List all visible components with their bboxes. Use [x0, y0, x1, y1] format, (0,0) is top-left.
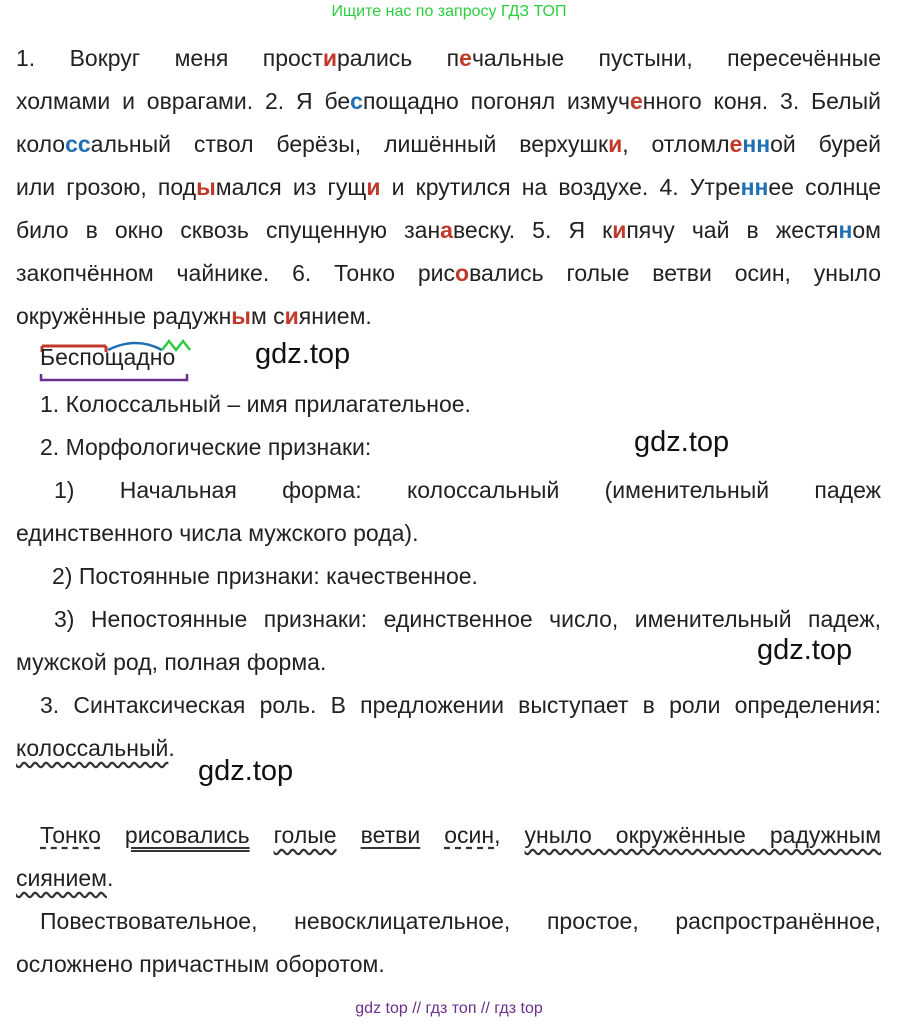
morph-point-3: 3. Синтаксическая роль. В предложении выступает в роли определения:: [40, 692, 881, 718]
morph-point-2-1-cont: единственного числа мужского рода).: [16, 520, 419, 546]
sentence-summary-cont: осложнено причастным оборотом.: [16, 951, 385, 977]
morph-point-2-3: 3) Непостоянные признаки: единственное число, именительный падеж,: [54, 606, 881, 632]
footer-links: gdz top // гдз топ // гдз top: [355, 1000, 543, 1017]
sentence-parse: [16, 814, 881, 986]
syntax-role-word: колоссальный: [16, 735, 169, 761]
text-line: холмами и оврагами. 2. Я беспощадно погонял измученного коня. 3. Белый: [16, 88, 881, 114]
analyzed-word: Беспощадно: [40, 344, 176, 370]
text-line: окружённые радужным сиянием.: [16, 303, 372, 329]
watermark: gdz.top: [634, 426, 730, 458]
parsed-sentence-cont: сиянием.: [16, 865, 114, 891]
morph-point-2-2: 2) Постоянные признаки: качественное.: [52, 563, 478, 589]
text-line: колоссальный ствол берёзы, лишённый верхушки, отломленной бурей: [16, 131, 881, 157]
text-line: било в окно сквозь спущенную занавеску. 5. Я кипячу чай в жестяном: [16, 217, 881, 243]
morph-analysis: [16, 383, 881, 770]
parsed-sentence: Тонко рисовались голые ветви осин, уныло окружённые радужным: [40, 822, 882, 848]
text-line: 1. Вокруг меня простирались печальные пустыни, пересечённые: [16, 45, 881, 71]
exercise-text: [16, 37, 881, 338]
morph-point-3-cont: колоссальный.: [16, 735, 175, 761]
morph-point-2-1: 1) Начальная форма: колоссальный (именительный падеж: [54, 477, 881, 503]
watermark: gdz.top: [198, 755, 294, 787]
watermark: gdz.top: [255, 338, 351, 370]
morph-point-2-3-cont: мужской род, полная форма.: [16, 649, 327, 675]
site-hint: Ищите нас по запросу ГДЗ ТОП: [331, 3, 567, 20]
text-line: или грозою, подымался из гущи и крутился на воздухе. 4. Утреннее солнце: [16, 174, 882, 200]
watermark: gdz.top: [757, 634, 853, 666]
morph-point-1: 1. Колоссальный – имя прилагательное.: [40, 391, 471, 417]
morph-point-2: 2. Морфологические признаки:: [40, 434, 372, 460]
sentence-summary: Повествовательное, невосклицательное, простое, распространённое,: [40, 908, 881, 934]
text-line: закопчённом чайнике. 6. Тонко рисовались голые ветви осин, уныло: [16, 260, 881, 286]
